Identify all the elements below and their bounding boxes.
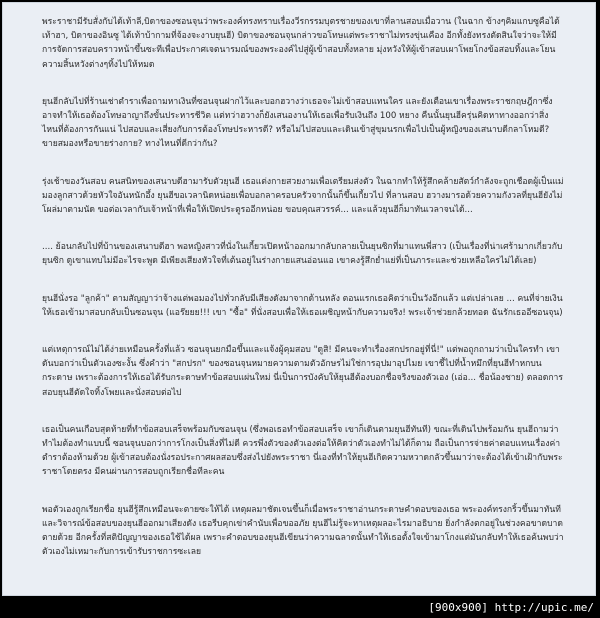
image-host-watermark: [900x900] http://upic.me/ (428, 601, 594, 614)
document-page (2, 2, 596, 596)
paragraph-3: รุ่งเช้าของวันสอบ คนสนิทของเสนาบดีฮามารับตัวยุนฮี เธอแต่งกายสวยงามเพื่อเตรียมส่งตัว ในฉากทำให้รู้สึกคล้ายสัตว์กำลังจะถูกเชือดผู้เป็นแม่มองลูกสาวด้วยหัวใจอันหนักอึ้ง ยุนฮีขอเวลานิดหน่อยเพื่อบอกลาครอบครัวจากนั้นก็ขึ้นเกี้ยวไป ที่ลานสอบ ฮวางมารอด้วยความกังวลที่ยุนฮียังไม่โผล่มาตามนัด ขอต่อเวลากับเจ้าหน้าที่เพื่อให้เปิดประตูรออีกหน่อย ขอบคุณสวรรค์... และแล้วยุนฮีก็มาทันเวลาจนได้... (42, 176, 564, 216)
paragraph-8: พอตัวเองถูกเรียกชื่อ ยุนฮีรู้สึกเหมือนจะตายซะให้ได้ เหตุผลมาชัดเจนขึ้นก็เมื่อพระราชาอ่านกระดาษคำตอบของเธอ พระองค์ทรงกริ้วขึ้นมาทันทีและวิจารณ์ข้อสอบของยุนฮีออกมาเสียงดัง เธอรีบคุกเข่าคำนับเพื่อขออภัย ยุนฮีไม่รู้จะหาเหตุผลอะไรมาอธิบาย ยิ่งกำลังตกอยู่ในช่วงคอขาดบาดตายด้วย อีกครั้งที่สติปัญญาของเธอใช้ได้ผล เพราะคำตอบของยุนฮีเขียนว่าความฉลาดนั้นทำให้เธอตั้งใจเข้ามาโกงแต่มันกลับทำให้เธอค้นพบว่าตัวเองไม่เหมาะกับการเข้ารับราชการซะเลย (42, 504, 564, 558)
paragraph-2: ยุนฮีกลับไปที่ร้านเช่าตำราเพื่อถามหาเงินที่ซอนจุนฝากไว้และบอกฮวางว่าเธอจะไม่เข้าสอบแทนใคร และยังเตือนเขาเรื่องพระราชกฤษฎีกาซึ่งอาจทำให้เธอต้องโทษอาญาถึงขั้นประหารชีวิต แต่ทว่าฮวางก็ยังเสนองานให้เธอเพื่อรับเงินถึง 100 หยาง คืนนั้นยุนฮีครุ่นคิดหาทางออกว่าสิ่งไหนที่ต้องการกันแน่ ไปสอบและเสี่ยงกับการต้องโทษประหารดี? หรือไม่ไปสอบและเดินเข้าสู่ขุมนรกเพื่อไปเป็นผู้หญิงของเสนาบดีกลาโหมดี? ขายสมองหรือขายร่างกาย? ทางไหนที่ดีกว่ากัน? (42, 96, 553, 150)
paragraph-1: พระราชามีรับสั่งกับได้เท้าลี,บิดาของซอนจุนว่าพระองค์ทรงทราบเรื่องวีรกรรมบุตรชายของเขาที่ลานสอบเมื่อวาน (ในฉาก ข้างๆคิมแกบซูคือได้เท้าฮา, บิดาของอินซู ได้เท้าบ้ากามที่จ้องจะงาบยุนฮี) บิดาของซอนจุนกล่าวขอโทษแต่พระราชาไม่ทรงขุ่นเคือง อีกทั้งยังทรงตัดสินใจว่าจะให้มีการจัดการสอบคราวหน้าขึ้นซะทีเพื่อประกาศเจตนารมณ์ของพระองค์ไปสู่ผู้เข้าสอบทั้งหลาย มุ่งหวังให้ผู้เข้าสอบเผาโพยโกงข้อสอบทิ้งและโยนความสิ้นหวังต่างๆทิ้งไปให้หมด (42, 17, 560, 70)
paragraph-7: เธอเป็นคนเกือบสุดท้ายที่ทำข้อสอบเสร็จพร้อมกับซอนจุน (ซึ่งพอเธอทำข้อสอบเสร็จ เขาก็เดินตามยุนฮีทันที) ขณะที่เดินไปพร้อมกัน ยุนฮีถามว่าทำไมต้องทำแบบนี้ ซอนจุนบอกว่าการโกงเป็นสิ่งที่ไม่ดี ควรพึ่งตัวของตัวเองต่อให้คิดว่าตัวเองทำไม่ได้ก็ตาม ถือเป็นการจ่ายค่าตอบแทนเรื่องค่าตำราต้องห้ามด้วย ผู้เข้าสอบต้องนั่งรอประกาศผลสอบซึ่งส่งไปยังพระราชา นี่เองที่ทำให้ยุนฮีเกิดความหวาดกลัวขึ้นมาว่าจะต้องได้เข้าเฝ้ากับพระราชาโดยตรง มีคนผ่านการสอบถูกเรียกชื่อทีละคน (42, 424, 563, 478)
paragraph-6: แต่เหตุการณ์ไม่ได้ง่ายเหมือนครั้งที่แล้ว ซอนจุนยกมือขึ้นและแจ้งผู้คุมสอบ "ดูสิ! มีคนจะทำเรื่องสกปรกอยู่ที่นี่!" แต่พอถูกถามว่าเป็นใครทำ เขาดันบอกว่าเป็นตัวเองซะงั้น ซึ่งคำว่า "สกปรก" ของซอนจุนหมายความตามตัวอักษรไม่ใช่การอุปมาอุปไมย เขาชี้ไปที่น้ำหมึกที่ยุนฮีทำหกบนกระดาษ เพราะต้องการให้เธอได้รับกระดาษทำข้อสอบแผ่นใหม่ นี่เป็นการบังคับให้ยุนฮีต้องบอกชื่อจริงของตัวเอง (เอ่อ... ชื่อน้องชาย) ตลอดการสอบยุนฮีตัดใจทิ้งโพยและนั่งสอบต่อไป (42, 345, 563, 398)
article-body (42, 15, 564, 582)
paragraph-5: ยุนฮีนั่งรอ "ลูกค้า" ตามสัญญาว่าจ้างแต่พอมองไปทั่วกลับมีเสียงดังมาจากด้านหลัง ตอนแรกเธอคิดว่าเป็นวังอีกแล้ว แต่เปล่าเลย ... คนที่จ่ายเงินให้เธอเข้ามาสอบกลับเป็นซอนจุน (แอร๊ยยย!!! เขา "ซื้อ" ที่นั่งสอบเพื่อให้เธอเผชิญหน้ากับความจริง! พระเจ้าช่วยกล้วยทอด ฉันรักเธออีซอนจุน) (42, 293, 563, 318)
paragraph-4: .... ย้อนกลับไปที่บ้านของเสนาบดีฮา พอหญิงสาวที่นั่งในเกี้ยวเปิดหน้าออกมากลับกลายเป็นยุนซิกที่มาแทนพี่สาว (เป็นเรื่องที่น่าเศร้ามากเกี่ยวกับยุนซิก ดูเขาแทบไม่มีอะไรจะพูด มีเพียงเสียงหัวใจที่เต้นอยู่ในร่างกายแสนอ่อนแอ เขาคงรู้สึกย่ำแย่ที่เป็นภาระและช่วยเหลือใครไม่ได้เลย) (42, 242, 563, 267)
